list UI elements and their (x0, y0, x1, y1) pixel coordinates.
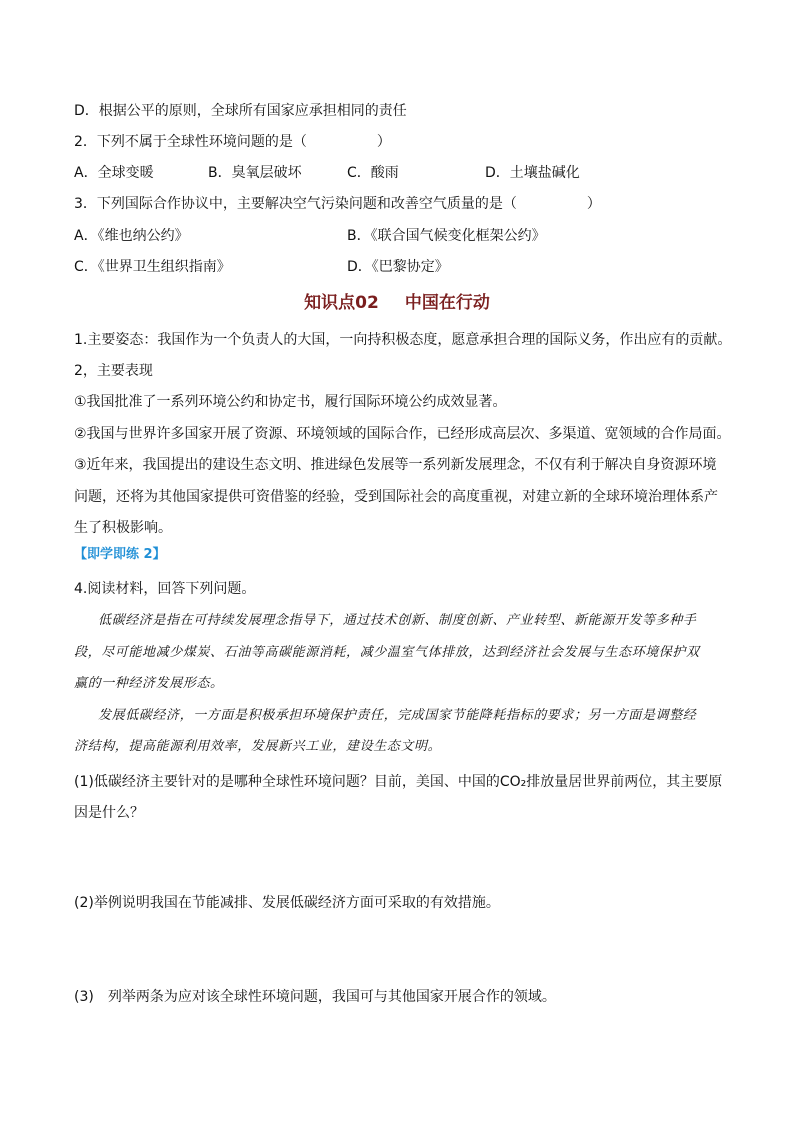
q4-sub2: (2)举例说明我国在节能减排、发展低碳经济方面可采取的有效措施。 (74, 895, 500, 911)
q3-option-c: C．《世界卫生组织指南》 (74, 259, 231, 275)
practice-label: 【即学即练 2】 (74, 547, 166, 562)
material-line: 赢的一种经济发展形态。 (74, 676, 224, 691)
section-heading (0, 291, 794, 315)
section-number: 知识点02 (304, 293, 379, 313)
q2-option-b: B．臭氧层破坏 (208, 165, 302, 181)
material-line: 段，尽可能地减少煤炭、石油等高碳能源消耗，减少温室气体排放，达到经济社会发展与生态环境保护双 (74, 645, 700, 660)
section-stance: 1.主要姿态：我国作为一个负责人的大国，一向持积极态度，愿意承担合理的国际义务，作出应有的贡献。 (74, 332, 732, 348)
section-point-3-cont: 问题，还将为其他国家提供可资借鉴的经验，受到国际社会的高度重视，对建立新的全球环境治理体系产 (74, 489, 718, 505)
section-point-3: ③近年来，我国提出的建设生态文明、推进绿色发展等一系列新发展理念，不仅有利于解决自身资源环境 (74, 457, 717, 473)
q3-stem: 3．下列国际合作协议中，主要解决空气污染问题和改善空气质量的是（ ） (74, 196, 601, 212)
section-point-2: ②我国与世界许多国家开展了资源、环境领域的国际合作，已经形成高层次、多渠道、宽领域的合作局面。 (74, 426, 731, 442)
q2-option-c: C．酸雨 (347, 165, 399, 181)
q4-sub1: (1)低碳经济主要针对的是哪种全球性环境问题？目前，美国、中国的CO₂排放量居世界前两位，其主要原 (74, 774, 723, 790)
q2-option-a: A．全球变暖 (74, 165, 154, 181)
q4-stem: 4.阅读材料，回答下列问题。 (74, 581, 256, 597)
section-performance-title: 2，主要表现 (74, 363, 153, 379)
q3-option-a: A．《维也纳公约》 (74, 228, 189, 244)
section-point-3-cont: 生了积极影响。 (74, 520, 172, 536)
section-title: 中国在行动 (404, 293, 490, 313)
q4-sub3: (3) 列举两条为应对该全球性环境问题，我国可与其他国家开展合作的领域。 (74, 989, 556, 1005)
q2-stem: 2．下列不属于全球性环境问题的是（ ） (74, 134, 391, 150)
section-point-1: ①我国批准了一系列环境公约和协定书，履行国际环境公约成效显著。 (74, 394, 507, 410)
q1-option-d: D．根据公平的原则，全球所有国家应承担相同的责任 (74, 103, 407, 119)
material-line: 济结构，提高能源利用效率，发展新兴工业，建设生态文明。 (74, 739, 442, 754)
q3-option-d: D．《巴黎协定》 (347, 259, 449, 275)
material-line: 低碳经济是指在可持续发展理念指导下，通过技术创新、制度创新、产业转型、新能源开发等多种手 (98, 613, 697, 628)
material-line: 发展低碳经济，一方面是积极承担环境保护责任，完成国家节能降耗指标的要求；另一方面是调整经 (98, 708, 697, 723)
q2-option-d: D．土壤盐碱化 (485, 165, 580, 181)
q3-option-b: B．《联合国气候变化框架公约》 (347, 228, 546, 244)
q4-sub1-cont: 因是什么？ (74, 805, 144, 821)
